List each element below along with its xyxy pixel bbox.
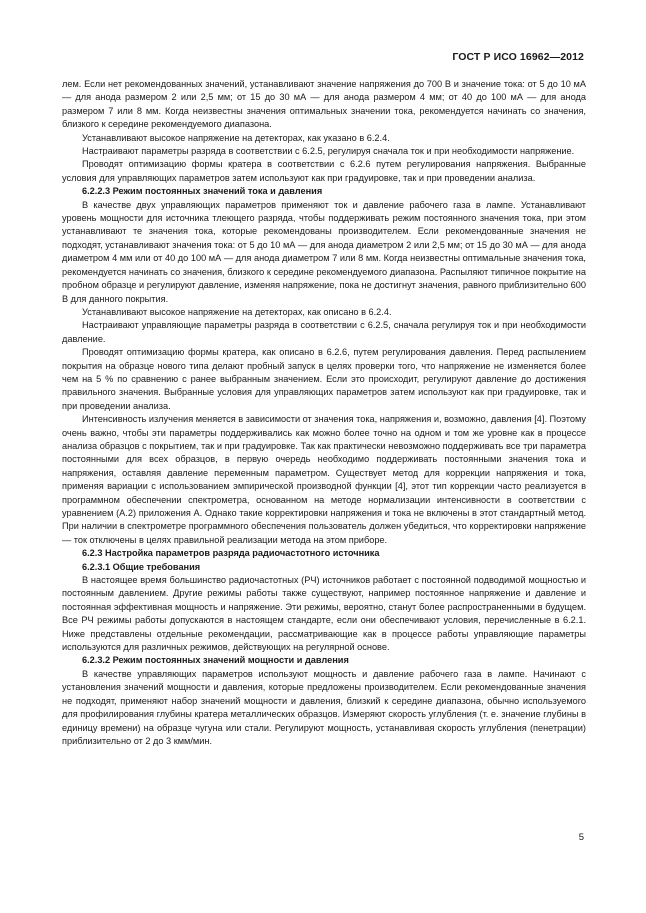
paragraph: Проводят оптимизацию формы кратера в соответствии с 6.2.6 путем регулирования напряжения. Выбранные условия для управляющих параметров затем используют как при градуировке, так и при проведении анализа. — [62, 159, 586, 183]
section-heading-6-2-3-1: 6.2.3.1 Общие требования — [82, 561, 201, 572]
paragraph: В настоящее время большинство радиочастотных (РЧ) источников работает с постоянной подводимой мощностью и постоянным давлением. Другие режимы работы также существуют, например постоянное напряжение и давление и постоянная эффективная мощность и напряжение. Эти режимы, вероятно, станут более распространенными в будущем. Все РЧ режимы работы допускаются в настоящем стандарте, если они обеспечивают условия, перечисленные в 6.2.1. Ниже представлены отдельные рекомендации, рассматривающие как в процессе работы управляющие параметры используются для различных режимов, действующих на регулярной основе. — [62, 575, 586, 653]
section-heading-6-2-3-2: 6.2.3.2 Режим постоянных значений мощности и давления — [82, 655, 349, 666]
paragraph: Настраивают управляющие параметры разряда в соответствии с 6.2.5, сначала регулируя ток и при необходимости давление. — [62, 320, 586, 344]
page-number: 5 — [578, 832, 584, 843]
paragraph-continuation: лем. Если нет рекомендованных значений, устанавливают значение напряжения до 700 В и значение тока: от 5 до 10 мА — для анода размером 2 или 2,5 мм; от 15 до 30 мА — для анода размером 4 мм; от 40 до 100 мА — для анода размером 7 или 8 мм. Когда неизвестны значения оптимальных значении тока, рекомендуется начинать со значения, близкого к середине рекомендуемого диапазона. — [62, 79, 586, 130]
paragraph: Интенсивность излучения меняется в зависимости от значения тока, напряжения и, возможно, давления [4]. Поэтому очень важно, чтобы эти параметры поддерживались как можно более точно на одном и том же уровне как в процессе анализа образцов с покрытием, так и при градуировке. Так как практически невозможно поддерживать все три параметра постоянными для всех образцов, в первую очередь необходимо поддерживать постоянными значения тока и напряжения, оставляя давление переменным параметром. Существует метод для коррекции напряжения и тока, применяя вариации с использованием эмпирической производной функции [4], этот тип коррекции часто реализуется в программном обеспечении спектрометра, основанном на методе нормализации интенсивности в соответствии с уравнением (А.2) приложения А. Однако такие корректировки напряжения и тока не включены в этот стандартный метод. При наличии в спектрометре программного обеспечения пользователь должен убедиться, что корректировки напряжение — ток отключены в целях правильной реализации метода на этом приборе. — [62, 414, 586, 545]
paragraph: Устанавливают высокое напряжение на детекторах, как указано в 6.2.4. — [82, 132, 390, 143]
paragraph: Настраивают параметры разряда в соответствии с 6.2.5, регулируя сначала ток и при необходимости напряжение. — [82, 146, 575, 157]
paragraph: В качестве управляющих параметров используют мощность и давление рабочего газа в лампе. Начинают с установления значений мощности и давления, которые предложены производителем. Если рекомендованные значения не подходят, применяют набор значений мощности и давления, близкий к середине диапазона, обычно используемого для профилирования глубины кратера металлических образцов. Измеряют скорость углубления (т. е. значение глубины в единицу времени) на образце чугуна или стали. Регулируют мощность, устанавливая скорость углубления (пенетрации) приблизительно от 2 до 3 кмм/мин. — [62, 668, 586, 746]
paragraph: Устанавливают высокое напряжение на детекторах, как описано в 6.2.4. — [82, 306, 392, 317]
document-header: ГОСТ Р ИСО 16962—2012 — [452, 51, 584, 63]
paragraph: В качестве двух управляющих параметров применяют ток и давление рабочего газа в лампе. Устанавливают уровень мощности для источника тлеющего разряда, чтобы поддерживать режим постоянного значения тока, при этом устанавливают те значения тока, которые рекомендованы производителем. Если рекомендованные значения не подходят, устанавливают значения тока: от 5 до 10 мА — для анода диаметром 2 или 2,5 мм; от 15 до 30 мА — для анода диаметром 4 мм или от 40 до 100 мА — для анода диаметром 7 или 8 мм. Когда неизвестны оптимальные значения тока, рекомендуется начинать со значения, близкого к середине рекомендуемого диапазона. Распыляют типичное покрытие на пробном образце и регулируют давление, изменяя напряжение, пока не достигнут значения, равного приблизительно 600 В для данного покрытия. — [62, 199, 586, 304]
section-heading-6-2-3: 6.2.3 Настройка параметров разряда радиочастотного источника — [82, 548, 380, 559]
paragraph: Проводят оптимизацию формы кратера, как описано в 6.2.6, путем регулирования давления. Перед распылением покрытия на образце нового типа делают пробный запуск в целях проверки того, что напряжение не изменяется более чем на 5 % по сравнению с ранее выбранным значением. Если это происходит, регулируют давление до достижения правильного значения. Выбранные условия для управляющих параметров затем используют как при градуировке, так и при проведении анализа. — [62, 347, 586, 411]
document-body — [62, 78, 586, 748]
section-heading-6-2-2-3: 6.2.2.3 Режим постоянных значений тока и давления — [82, 186, 323, 197]
